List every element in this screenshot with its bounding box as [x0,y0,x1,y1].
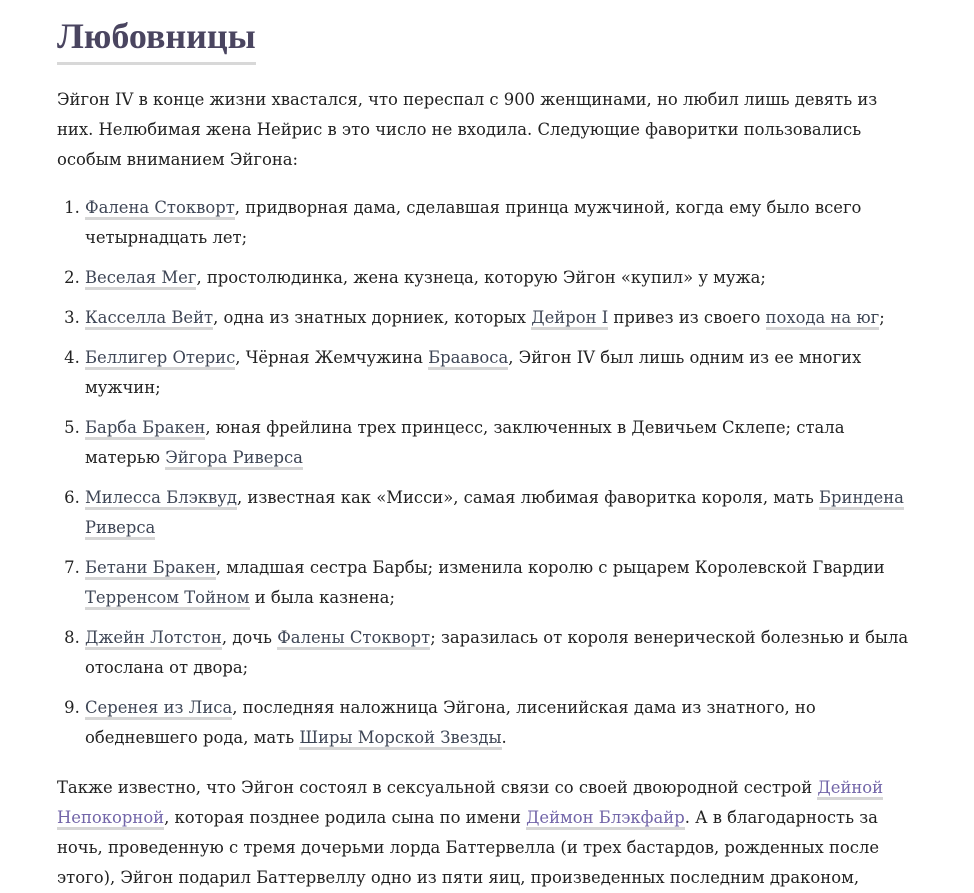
wiki-link[interactable]: Деймон Блэкфайр [526,808,685,830]
list-item [85,303,917,333]
list-item [85,193,917,253]
outro-paragraph [57,773,917,893]
list-item [85,553,917,613]
text-segment: , дочь [221,628,278,647]
text-segment: , Чёрная Жемчужина [235,348,429,367]
wiki-link[interactable]: Бриндена Риверса [85,488,904,540]
wiki-link[interactable]: Джейн Лотстон [85,628,222,650]
list-item [85,413,917,473]
wiki-link[interactable]: Фалена Стокворт [85,198,235,220]
wiki-link[interactable]: Касселла Вейт [85,308,213,330]
text-segment: . [501,728,507,747]
text-segment: , юная фрейлина трех принцесс, заключенных в Девичьем Склепе; стала матерью [85,418,845,467]
wiki-link[interactable]: Веселая Мег [85,268,196,290]
text-segment: ; заразилась от короля венерической болезнью и была отослана от двора; [85,628,909,677]
text-segment: , известная как «Мисси», самая любимая фаворитка короля, мать [237,488,820,507]
wiki-link[interactable]: Браавоса [428,348,508,370]
wiki-link[interactable]: Эйгора Риверса [165,448,303,470]
text-segment: , простолюдинка, жена кузнеца, которую Эйгон «купил» у мужа; [196,268,766,287]
wiki-link[interactable]: Милесса Блэквуд [85,488,237,510]
text-segment: ; [879,308,885,327]
list-item [85,263,917,293]
wiki-link[interactable]: Бетани Бракен [85,558,216,580]
text-segment: , Эйгон IV был лишь одним из ее многих мужчин; [85,348,862,397]
text-segment: , одна из знатных дорниек, которых [213,308,532,327]
wiki-link[interactable]: Барба Бракен [85,418,205,440]
list-item [85,343,917,403]
wiki-link[interactable]: Дейрон I [531,308,608,330]
text-segment: , придворная дама, сделавшая принца мужчиной, когда ему было всего четырнадцать лет; [85,198,862,247]
text-segment: привез из своего [608,308,766,327]
wiki-link[interactable]: Беллигер Отерис [85,348,235,370]
text-segment: и была казнена; [249,588,395,607]
text-segment: . А в благодарность за ночь, проведенную с тремя дочерьми лорда Баттервелла (и трех бастардов, рожденных после этого), Эйгон подарил Баттервеллу одно из пяти яиц, произведенных последним драконом, [57,808,880,887]
text-segment: , младшая сестра Барбы; изменила королю с рыцарем Королевской Гвардии [215,558,885,577]
wiki-link[interactable]: Серенея из Лиса [85,698,232,720]
list-item [85,693,917,753]
wiki-link[interactable]: Дейной Непокорной [57,778,883,830]
wiki-link[interactable]: Фалены Стокворт [277,628,430,650]
wiki-link[interactable]: похода на юг [766,308,880,330]
intro-paragraph: Эйгон IV в конце жизни хвастался, что переспал с 900 женщинами, но любил лишь девять из них. Нелюбимая жена Нейрис в это число не входила. Следующие фаворитки пользовались особым вниманием Эйгона: [57,90,878,169]
wiki-link[interactable]: Ширы Морской Звезды [299,728,501,750]
mistress-list [57,193,917,753]
section-heading: Любовницы [57,12,256,65]
text-segment: , которая позднее родила сына по имени [164,808,527,827]
text-segment: , последняя наложница Эйгона, лисенийская дама из знатного, но обедневшего рода, мать [85,698,816,747]
article-section [57,0,917,893]
text-segment: Также известно, что Эйгон состоял в сексуальной связи со своей двоюродной сестрой [57,778,818,797]
list-item [85,623,917,683]
list-item [85,483,917,543]
wiki-link[interactable]: Терренсом Тойном [85,588,250,610]
